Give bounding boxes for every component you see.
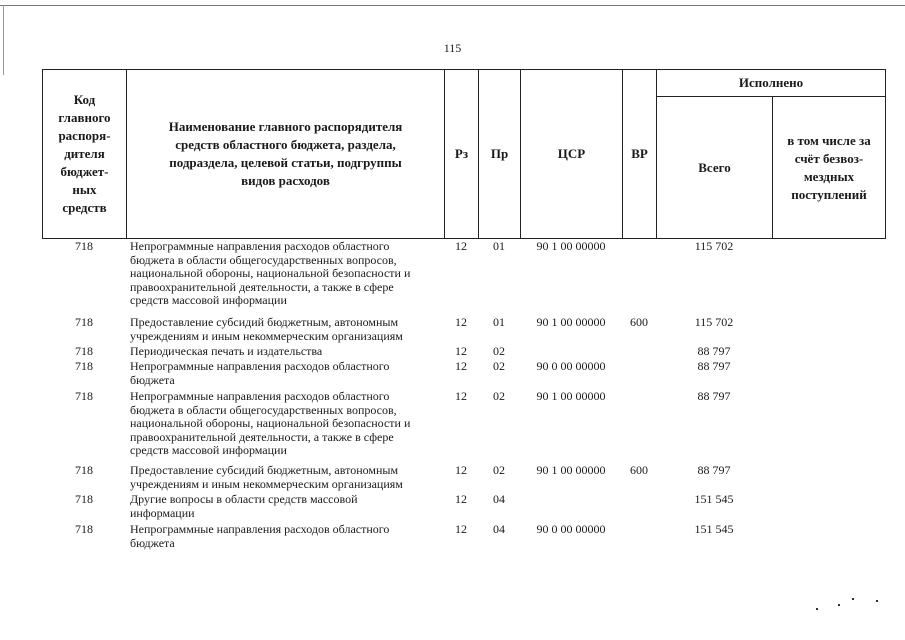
cell-total: 115 702 <box>694 315 734 329</box>
cell-name: Другие вопросы в области средств массовой информации <box>130 492 358 520</box>
cell-code: 718 <box>75 522 93 536</box>
cell-pr: 02 <box>493 463 505 477</box>
cell-pr: 04 <box>493 492 505 506</box>
cell-rz: 12 <box>455 522 467 536</box>
cell-csr: 90 0 00 00000 <box>536 359 606 373</box>
cell-name: Предоставление субсидий бюджетным, автономным учреждениям и иным некоммерческим организациям <box>130 463 403 491</box>
header-code: Код главного распоря- дителя бюджет- ных средств <box>58 92 111 215</box>
header-rz: Рз <box>454 146 469 161</box>
cell-rz: 12 <box>455 315 467 329</box>
page-number: 115 <box>443 41 462 55</box>
cell-rz: 12 <box>455 344 467 358</box>
cell-code: 718 <box>75 315 93 329</box>
cell-total: 115 702 <box>694 239 734 253</box>
cell-pr: 02 <box>493 389 505 403</box>
cell-csr: 90 0 00 00000 <box>536 522 606 536</box>
scan-left-edge <box>3 5 4 75</box>
cell-code: 718 <box>75 389 93 403</box>
cell-code: 718 <box>75 359 93 373</box>
header-vr: ВР <box>631 146 648 161</box>
cell-total: 151 545 <box>694 522 734 536</box>
cell-total: 151 545 <box>694 492 734 506</box>
cell-pr: 02 <box>493 359 505 373</box>
cell-csr: 90 1 00 00000 <box>536 315 606 329</box>
scan-artifacts <box>816 598 886 612</box>
cell-name: Предоставление субсидий бюджетным, автономным учреждениям и иным некоммерческим организациям <box>130 315 403 343</box>
header-total: Всего <box>698 159 731 175</box>
cell-name: Непрограммные направления расходов областного бюджета <box>130 522 390 550</box>
cell-vr: 600 <box>630 463 648 477</box>
cell-csr: 90 1 00 00000 <box>536 463 606 477</box>
cell-name: Непрограммные направления расходов областного бюджета в области общегосударственных вопросов, национальной обороны, национальной безопасности и правоохранительной деятельности, а также в сфере средств массовой информации <box>130 389 411 457</box>
table-header <box>42 69 886 239</box>
header-pr: Пр <box>490 146 509 161</box>
header-csr: ЦСР <box>557 146 586 161</box>
cell-code: 718 <box>75 463 93 477</box>
cell-name: Непрограммные направления расходов областного бюджета в области общегосударственных вопросов, национальной обороны, национальной безопасности и правоохранительной деятельности, а также в сфере средств массовой информации <box>130 239 411 307</box>
cell-code: 718 <box>75 492 93 506</box>
cell-pr: 01 <box>493 315 505 329</box>
cell-rz: 12 <box>455 359 467 373</box>
cell-total: 88 797 <box>697 389 731 403</box>
cell-csr: 90 1 00 00000 <box>536 239 606 253</box>
cell-code: 718 <box>75 344 93 358</box>
scan-top-edge <box>0 5 905 6</box>
cell-pr: 01 <box>493 239 505 253</box>
cell-rz: 12 <box>455 389 467 403</box>
cell-rz: 12 <box>455 463 467 477</box>
header-name: Наименование главного распорядителя средств областного бюджета, раздела, подраздела, целевой статьи, подгруппы видов расходов <box>168 119 403 188</box>
cell-pr: 04 <box>493 522 505 536</box>
cell-name: Непрограммные направления расходов областного бюджета <box>130 359 390 387</box>
cell-rz: 12 <box>455 239 467 253</box>
cell-vr: 600 <box>630 315 648 329</box>
cell-total: 88 797 <box>697 344 731 358</box>
cell-total: 88 797 <box>697 359 731 373</box>
cell-rz: 12 <box>455 492 467 506</box>
cell-pr: 02 <box>493 344 505 358</box>
cell-code: 718 <box>75 239 93 253</box>
header-grants: в том числе за счёт безвоз- мездных поступлений <box>787 132 871 202</box>
cell-name: Периодическая печать и издательства <box>130 344 323 358</box>
cell-csr: 90 1 00 00000 <box>536 389 606 403</box>
header-executed: Исполнено <box>738 75 804 90</box>
cell-total: 88 797 <box>697 463 731 477</box>
